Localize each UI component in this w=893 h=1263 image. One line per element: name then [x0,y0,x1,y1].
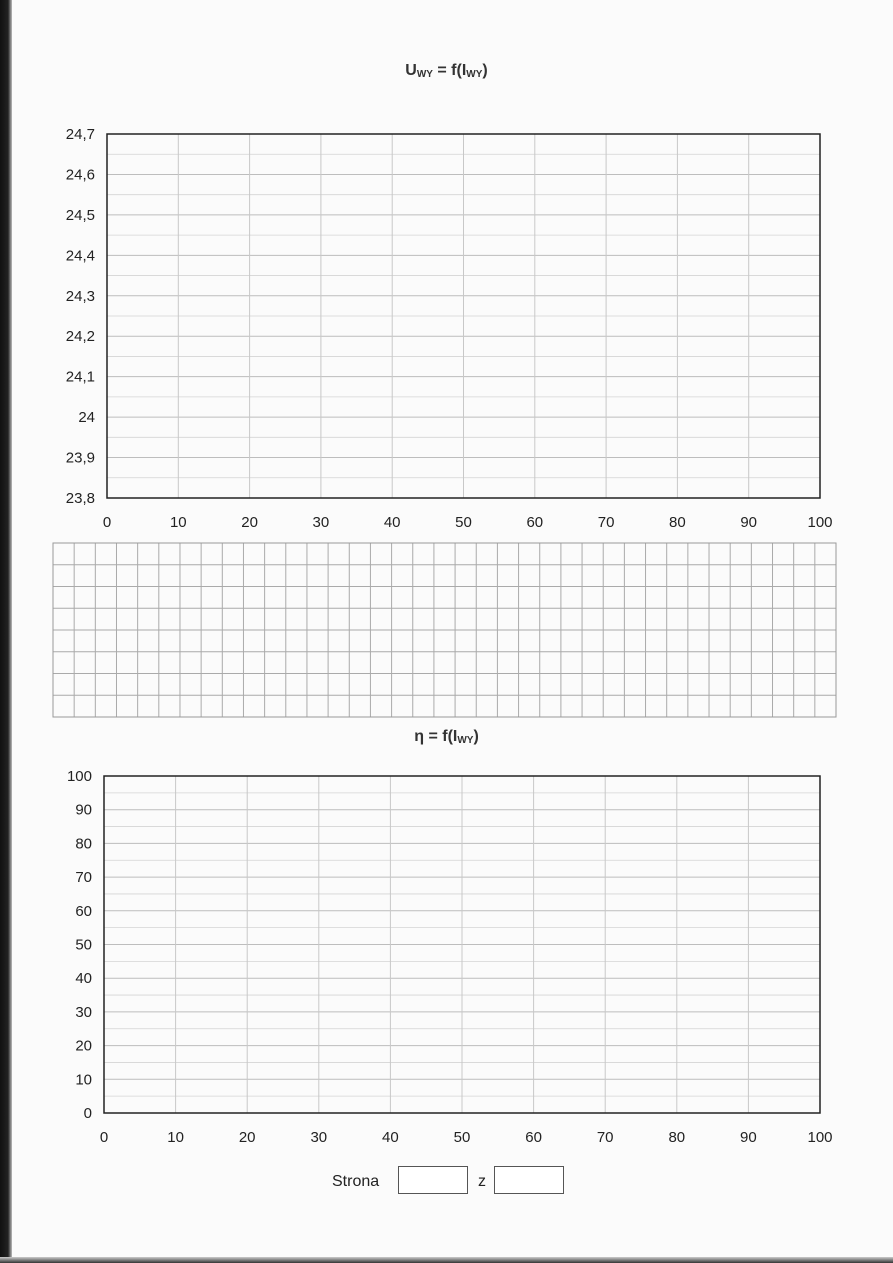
page-label: Strona [332,1173,380,1190]
chart2-x-tick-label: 20 [238,1129,256,1146]
page-footer [0,1166,893,1196]
chart1-y-tick-label: 24,1 [65,368,95,386]
chart2-title-main: η [414,728,424,745]
chart1-title-mid: = f(I [432,62,467,79]
chart2-x-tick-label: 80 [668,1129,686,1146]
chart1-y-tick-label: 24,2 [65,328,95,346]
chart2-y-tick-label: 60 [75,902,92,920]
chart1-x-tick-label: 100 [807,514,833,531]
chart1-y-tick-label: 24,6 [65,166,95,184]
chart2-y-tick-label: 0 [83,1105,92,1122]
chart2-x-tick-label: 10 [167,1129,184,1146]
total-pages-box[interactable] [494,1166,564,1194]
chart1-x-tick-label: 70 [597,514,615,531]
of-label: z [478,1173,486,1190]
chart1-y-tick-label: 24,5 [65,206,95,224]
page-number-box[interactable] [398,1166,468,1194]
chart2-y-tick-label: 30 [75,1003,92,1021]
chart2-x-tick-label: 90 [740,1129,757,1146]
chart1-y-tick-label: 23,8 [65,490,95,507]
chart2-y-tick-label: 80 [75,835,92,853]
chart2-y-tick-label: 50 [75,936,92,954]
chart1-x-tick-label: 20 [241,514,258,531]
chart1-x-tick-label: 90 [740,514,758,531]
chart2-x-tick-label: 70 [596,1129,614,1146]
chart1-title-end: ) [482,62,488,79]
chart1-x-tick-label: 10 [169,514,187,531]
chart1-x-tick-label: 40 [383,514,401,531]
chart2-x-tick-label: 100 [807,1129,833,1146]
chart1-title-sub2: WY [466,69,483,80]
chart2-x-tick-label: 60 [525,1129,542,1146]
chart1-y-tick-label: 23,9 [65,449,95,467]
chart1-x-tick-label: 50 [455,514,472,531]
chart1-title-main: U [405,62,417,79]
chart2-title-end: ) [473,728,479,745]
chart2-x-tick-label: 30 [310,1129,328,1146]
chart2-y-tick-label: 70 [75,869,92,887]
chart1-x-tick-label: 80 [669,514,686,531]
chart1-x-tick-label: 30 [312,514,330,531]
chart2-y-tick-label: 20 [75,1037,92,1055]
chart2-x-tick-label: 40 [382,1129,399,1146]
chart2-y-tick-label: 100 [66,768,92,785]
chart2-y-tick-label: 90 [75,801,92,819]
chart2-title-sub2: WY [457,735,474,746]
chart1-title-sub: WY [416,69,433,80]
chart1-x-tick-label: 60 [526,514,544,531]
chart2-x-tick-label: 50 [453,1129,471,1146]
chart1-y-tick-label: 24,3 [65,287,95,305]
chart2-y-tick-label: 10 [75,1071,92,1089]
chart1-y-tick-label: 24,7 [65,126,95,143]
chart1-x-tick-label: 0 [102,514,112,531]
chart1-y-tick-label: 24,4 [65,247,95,265]
chart2-x-tick-label: 0 [99,1129,109,1146]
chart1-y-tick-label: 24 [78,409,95,427]
chart2-y-tick-label: 40 [75,970,92,988]
chart2-title-mid: = f(I [424,728,458,745]
